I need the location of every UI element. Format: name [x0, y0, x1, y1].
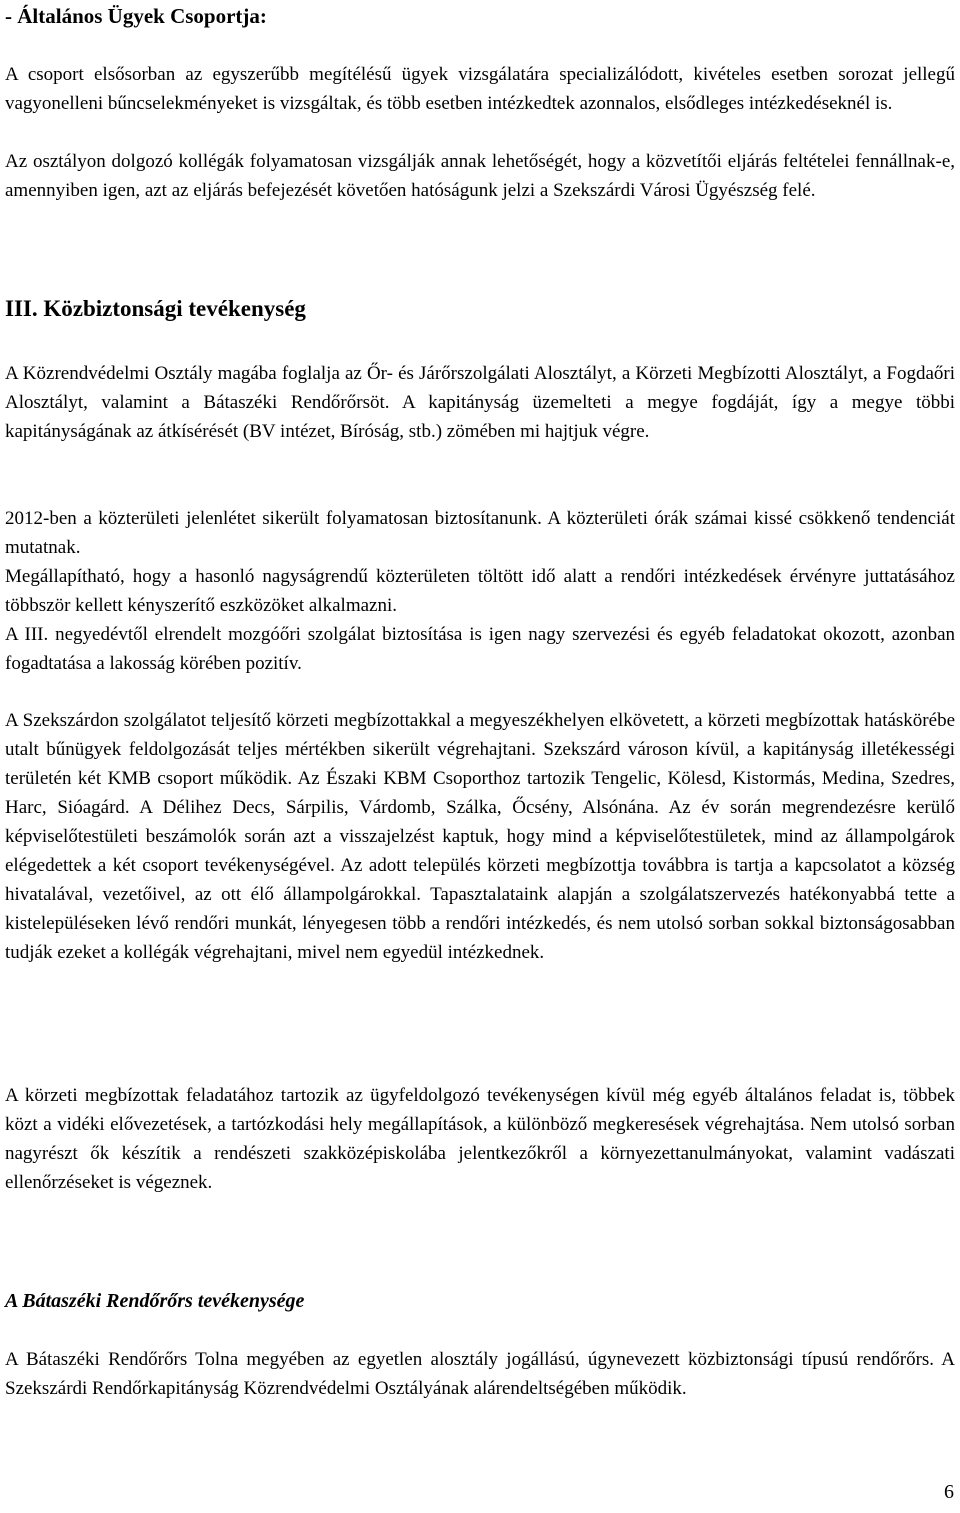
intro-paragraph-1: A csoport elsősorban az egyszerűbb megítélésű ügyek vizsgálatára specializálódott, kivételes esetben sorozat jellegű vagyonelleni bűncselekményeket is vizsgáltak, és több esetben intézkedtek azonnalos, elsődleges intézkedéseknél is. — [5, 64, 955, 114]
section-paragraph-2: 2012-ben a közterületi jelenlétet sikerült folyamatosan biztosítanunk. A közterületi órák számai kissé csökkenő tendenciát mutatnak. — [5, 508, 955, 558]
section-paragraph-5: A Szekszárdon szolgálatot teljesítő körzeti megbízottakkal a megyeszékhelyen elkövetett, a körzeti megbízottak hatáskörébe utalt bűnügyek feldolgozását teljes mértékben sikerült végrehajtani. Szekszárd városon kívül, a kapitányság illetékességi területén két KMB csoport működik. Az Északi KBM Csoporthoz tartozik Tengelic, Kölesd, Kistormás, Medina, Szedres, Harc, Sióagárd. A Délihez Decs, Sárpilis, Várdomb, Szálka, Őcsény, Alsónána. Az év során megrendezésre kerülő képviselőtestületi beszámolók során azt a visszajelzést kaptuk, hogy mind a képviselőtestületek, mind az állampolgárok elégedettek a két csoport tevékenységével. Az adott település körzeti megbízottja továbbra is tartja a kapcsolatot a község hivatalával, vezetőivel, az ott élő állampolgárokkal. Tapasztalataink alapján a szolgálatszervezés hatékonyabbá tette a kistelepüléseken lévő rendőri munkát, lényegesen több a rendőri intézkedés, és nem utolsó sorban sokkal biztonságosabban tudják ezeket a kollégák végrehajtani, mivel nem egyedül intézkednek. — [5, 710, 955, 963]
subsection-title: A Bátaszéki Rendőrőrs tevékenysége — [5, 1290, 305, 1312]
section-paragraph-1: A Közrendvédelmi Osztály magába foglalja az Őr- és Járőrszolgálati Alosztályt, a Körzeti Megbízotti Alosztályt, a Fogdaőri Alosztályt, valamint a Bátaszéki Rendőrőrsöt. A kapitányság üzemelteti a megye fogdáját, így a megye többi kapitányságának az átkísérését (BV intézet, Bíróság, stb.) zömében mi hajtjuk végre. — [5, 363, 955, 442]
section-paragraph-6: A körzeti megbízottak feladatához tartozik az ügyfeldolgozó tevékenységen kívül még egyéb általános feladat is, többek közt a vidéki elővezetések, a tartózkodási hely megállapítások, a különböző megkeresések végrehajtása. Nem utolsó sorban nagyrészt ők készítik a rendészeti szakközépiskolába jelentkezőkről a környezettanulmányokat, valamint vadászati ellenőrzéseket is végeznek. — [5, 1085, 955, 1193]
section-title: III. Közbiztonsági tevékenység — [5, 296, 306, 321]
page-number: 6 — [944, 1481, 954, 1503]
subsection-paragraph-1: A Bátaszéki Rendőrőrs Tolna megyében az egyetlen alosztály jogállású, úgynevezett közbiztonsági típusú rendőrőrs. A Szekszárdi Rendőrkapitányság Közrendvédelmi Osztályának alárendeltségében működik. — [5, 1349, 955, 1399]
section-paragraph-4: A III. negyedévtől elrendelt mozgóőri szolgálat biztosítása is igen nagy szervezési és egyéb feladatokat okozott, azonban fogadtatása a lakosság körében pozitív. — [5, 624, 955, 674]
intro-paragraph-2: Az osztályon dolgozó kollégák folyamatosan vizsgálják annak lehetőségét, hogy a közvetítői eljárás feltételei fennállnak-e, amennyiben igen, azt az eljárás befejezését követően hatóságunk jelzi a Szekszárdi Városi Ügyészség felé. — [5, 151, 955, 201]
group-heading: - Általános Ügyek Csoportja: — [5, 4, 267, 28]
section-paragraph-3: Megállapítható, hogy a hasonló nagyságrendű közterületen töltött idő alatt a rendőri intézkedések érvényre juttatásához többször kellett kényszerítő eszközöket alkalmazni. — [5, 566, 955, 616]
